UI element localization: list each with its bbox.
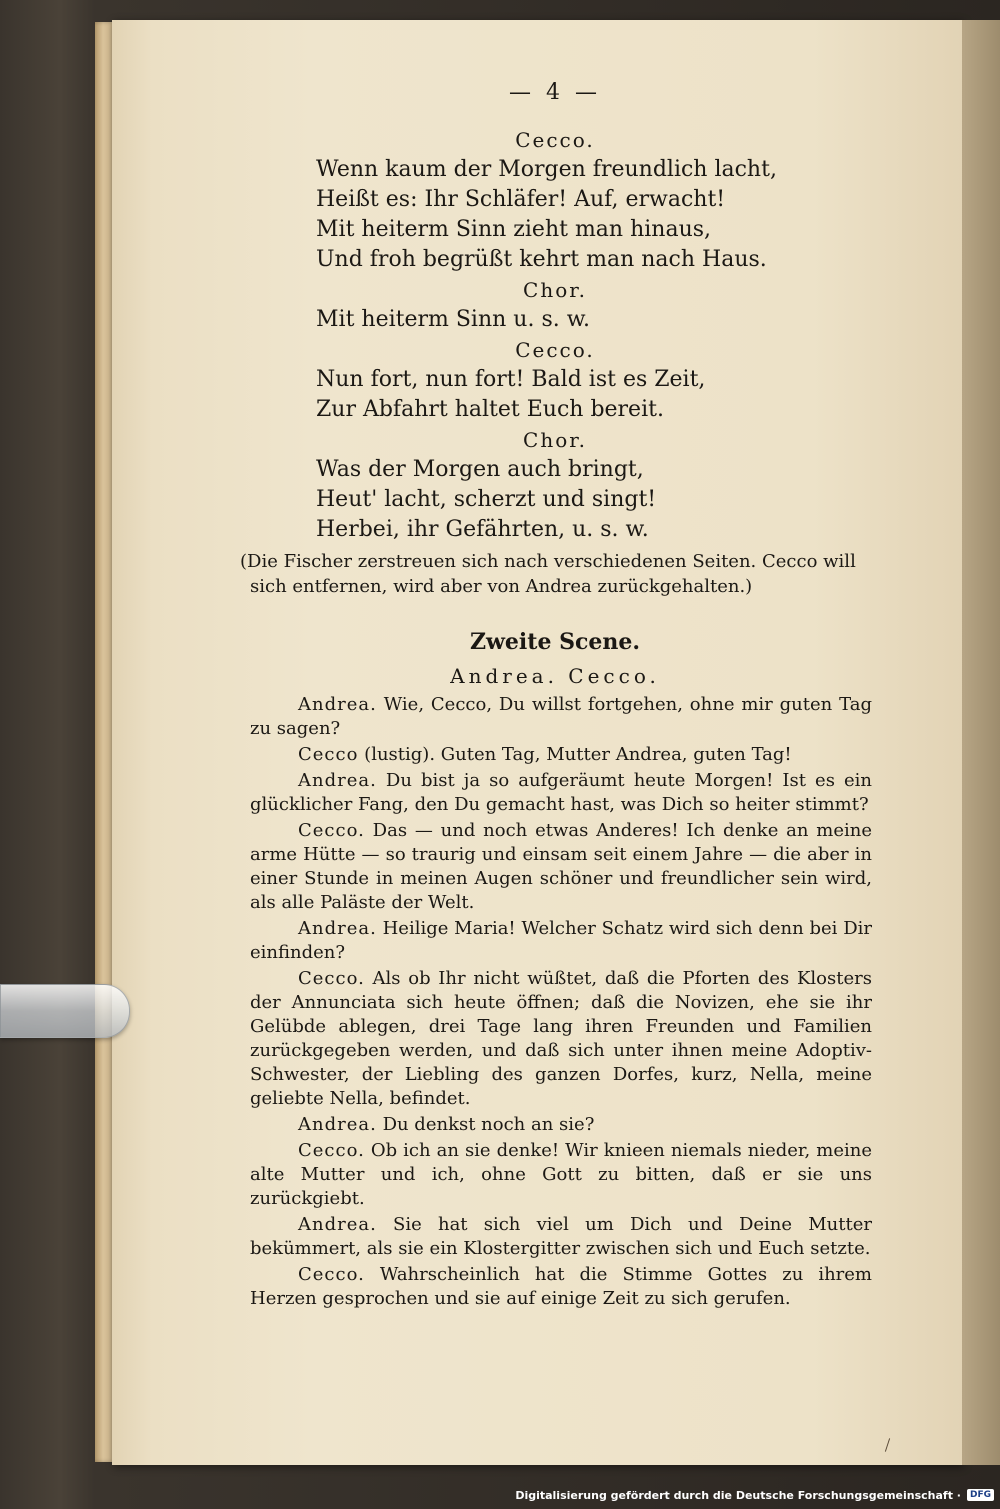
dialogue-text: Du denkst noch an sie? <box>382 1114 595 1135</box>
verse-line: Herbei, ihr Gefährten, u. s. w. <box>316 517 649 542</box>
dfg-logo-icon: DFG <box>967 1489 994 1501</box>
dialogue-speaker: Cecco. <box>298 968 365 989</box>
dialogue-text: Du bist ja so aufgeräumt heute Morgen! Ist es ein glücklicher Fang, den Du gemacht hast, was Dich so heiter stimmt? <box>250 770 872 815</box>
verse-line: Mit heiterm Sinn u. s. w. <box>316 307 590 332</box>
dialogue-speaker: Andrea. <box>298 918 377 939</box>
dialogue-paragraph <box>140 917 890 965</box>
speaker-chor: Chor. <box>523 278 587 302</box>
dialogue-paragraph <box>140 769 890 817</box>
verse-line: Nun fort, nun fort! Bald ist es Zeit, <box>316 367 706 392</box>
page-number: — 4 — <box>509 80 601 105</box>
scene-title: Zweite Scene. <box>469 629 641 655</box>
dialogue-text: Wahrscheinlich hat die Stimme Gottes zu ihrem Herzen gesprochen und sie auf einige Zeit zu sich gerufen. <box>250 1264 872 1309</box>
dialogue-paragraph <box>140 967 890 1111</box>
dialogue-text: Als ob Ihr nicht wüßtet, daß die Pforten des Klosters der Annunciata sich heute öffnen; daß die Novizen, ehe sie ihr Gelübde ablegen, drei Tage lang ihren Freunden und Familien zurückgegeben werden, und daß sich unter ihnen meine Adoptiv-Schwester, der Liebling des ganzen Dorfes, kurz, Nella, meine geliebte Nella, befindet. <box>250 968 872 1109</box>
verse-line: Heut' lacht, scherzt und singt! <box>316 487 657 512</box>
page-text <box>140 80 890 1313</box>
dialogue-paragraph <box>140 819 890 915</box>
dialogue-paragraph <box>140 743 890 767</box>
dialogue-speaker: Cecco <box>298 744 359 765</box>
dialogue-text: Sie hat sich viel um Dich und Deine Mutter bekümmert, als sie ein Klostergitter zwischen sich und Euch setzte. <box>250 1214 872 1259</box>
dialogue-speaker: Andrea. <box>298 770 377 791</box>
dialogue-speaker: Andrea. <box>298 1214 377 1235</box>
dialogue-text: Heilige Maria! Welcher Schatz wird sich denn bei Dir einfinden? <box>250 918 872 963</box>
verse-line: Was der Morgen auch bringt, <box>316 457 644 482</box>
stage-direction: (Die Fischer zerstreuen sich nach verschiedenen Seiten. Cecco will sich entfernen, wird aber von Andrea zurückgehalten.) <box>240 551 856 597</box>
dialogue-text: Das — und noch etwas Anderes! Ich denke an meine arme Hütte — so traurig und einsam seit einem Jahre — die aber in einer Stunde in meinen Augen schöner und freundlicher sein wird, als alle Paläste der Welt. <box>250 820 872 913</box>
dialogue-speaker: Cecco. <box>298 1140 365 1161</box>
verse-line: Und froh begrüßt kehrt man nach Haus. <box>316 247 767 272</box>
digitization-footer <box>515 1485 994 1505</box>
speaker-chor: Chor. <box>523 428 587 452</box>
scene-persons: Andrea. Cecco. <box>450 664 660 688</box>
dialogue-paragraph <box>140 1139 890 1211</box>
dialogue-paragraph <box>140 1263 890 1311</box>
dialogue-paragraph <box>140 1113 890 1137</box>
dialogue-paragraph <box>140 1213 890 1261</box>
dialogue-text: Ob ich an sie denke! Wir knieen niemals nieder, meine alte Mutter und ich, ohne Gott zu bitten, daß er sie uns zurückgiebt. <box>250 1140 872 1209</box>
page-clip <box>0 984 130 1038</box>
dialogue-speaker: Cecco. <box>298 820 365 841</box>
verse-line: Zur Abfahrt haltet Euch bereit. <box>316 397 664 422</box>
footer-credit: Digitalisierung gefördert durch die Deutsche Forschungsgemeinschaft · <box>515 1488 961 1502</box>
dialogue-text: Wie, Cecco, Du willst fortgehen, ohne mir guten Tag zu sagen? <box>250 694 872 739</box>
speaker-cecco: Cecco. <box>515 338 595 362</box>
verse-line: Wenn kaum der Morgen freundlich lacht, <box>316 157 777 182</box>
verse-line: Mit heiterm Sinn zieht man hinaus, <box>316 217 712 242</box>
verse-line: Heißt es: Ihr Schläfer! Auf, erwacht! <box>316 187 726 212</box>
dialogue-speaker: Cecco. <box>298 1264 365 1285</box>
dialogue-text: (lustig). Guten Tag, Mutter Andrea, guten Tag! <box>364 744 792 765</box>
dialogue-paragraph <box>140 693 890 741</box>
next-page-edge <box>962 20 1000 1465</box>
speaker-cecco: Cecco. <box>515 128 595 152</box>
dialogue-speaker: Andrea. <box>298 694 377 715</box>
dialogue-speaker: Andrea. <box>298 1114 377 1135</box>
